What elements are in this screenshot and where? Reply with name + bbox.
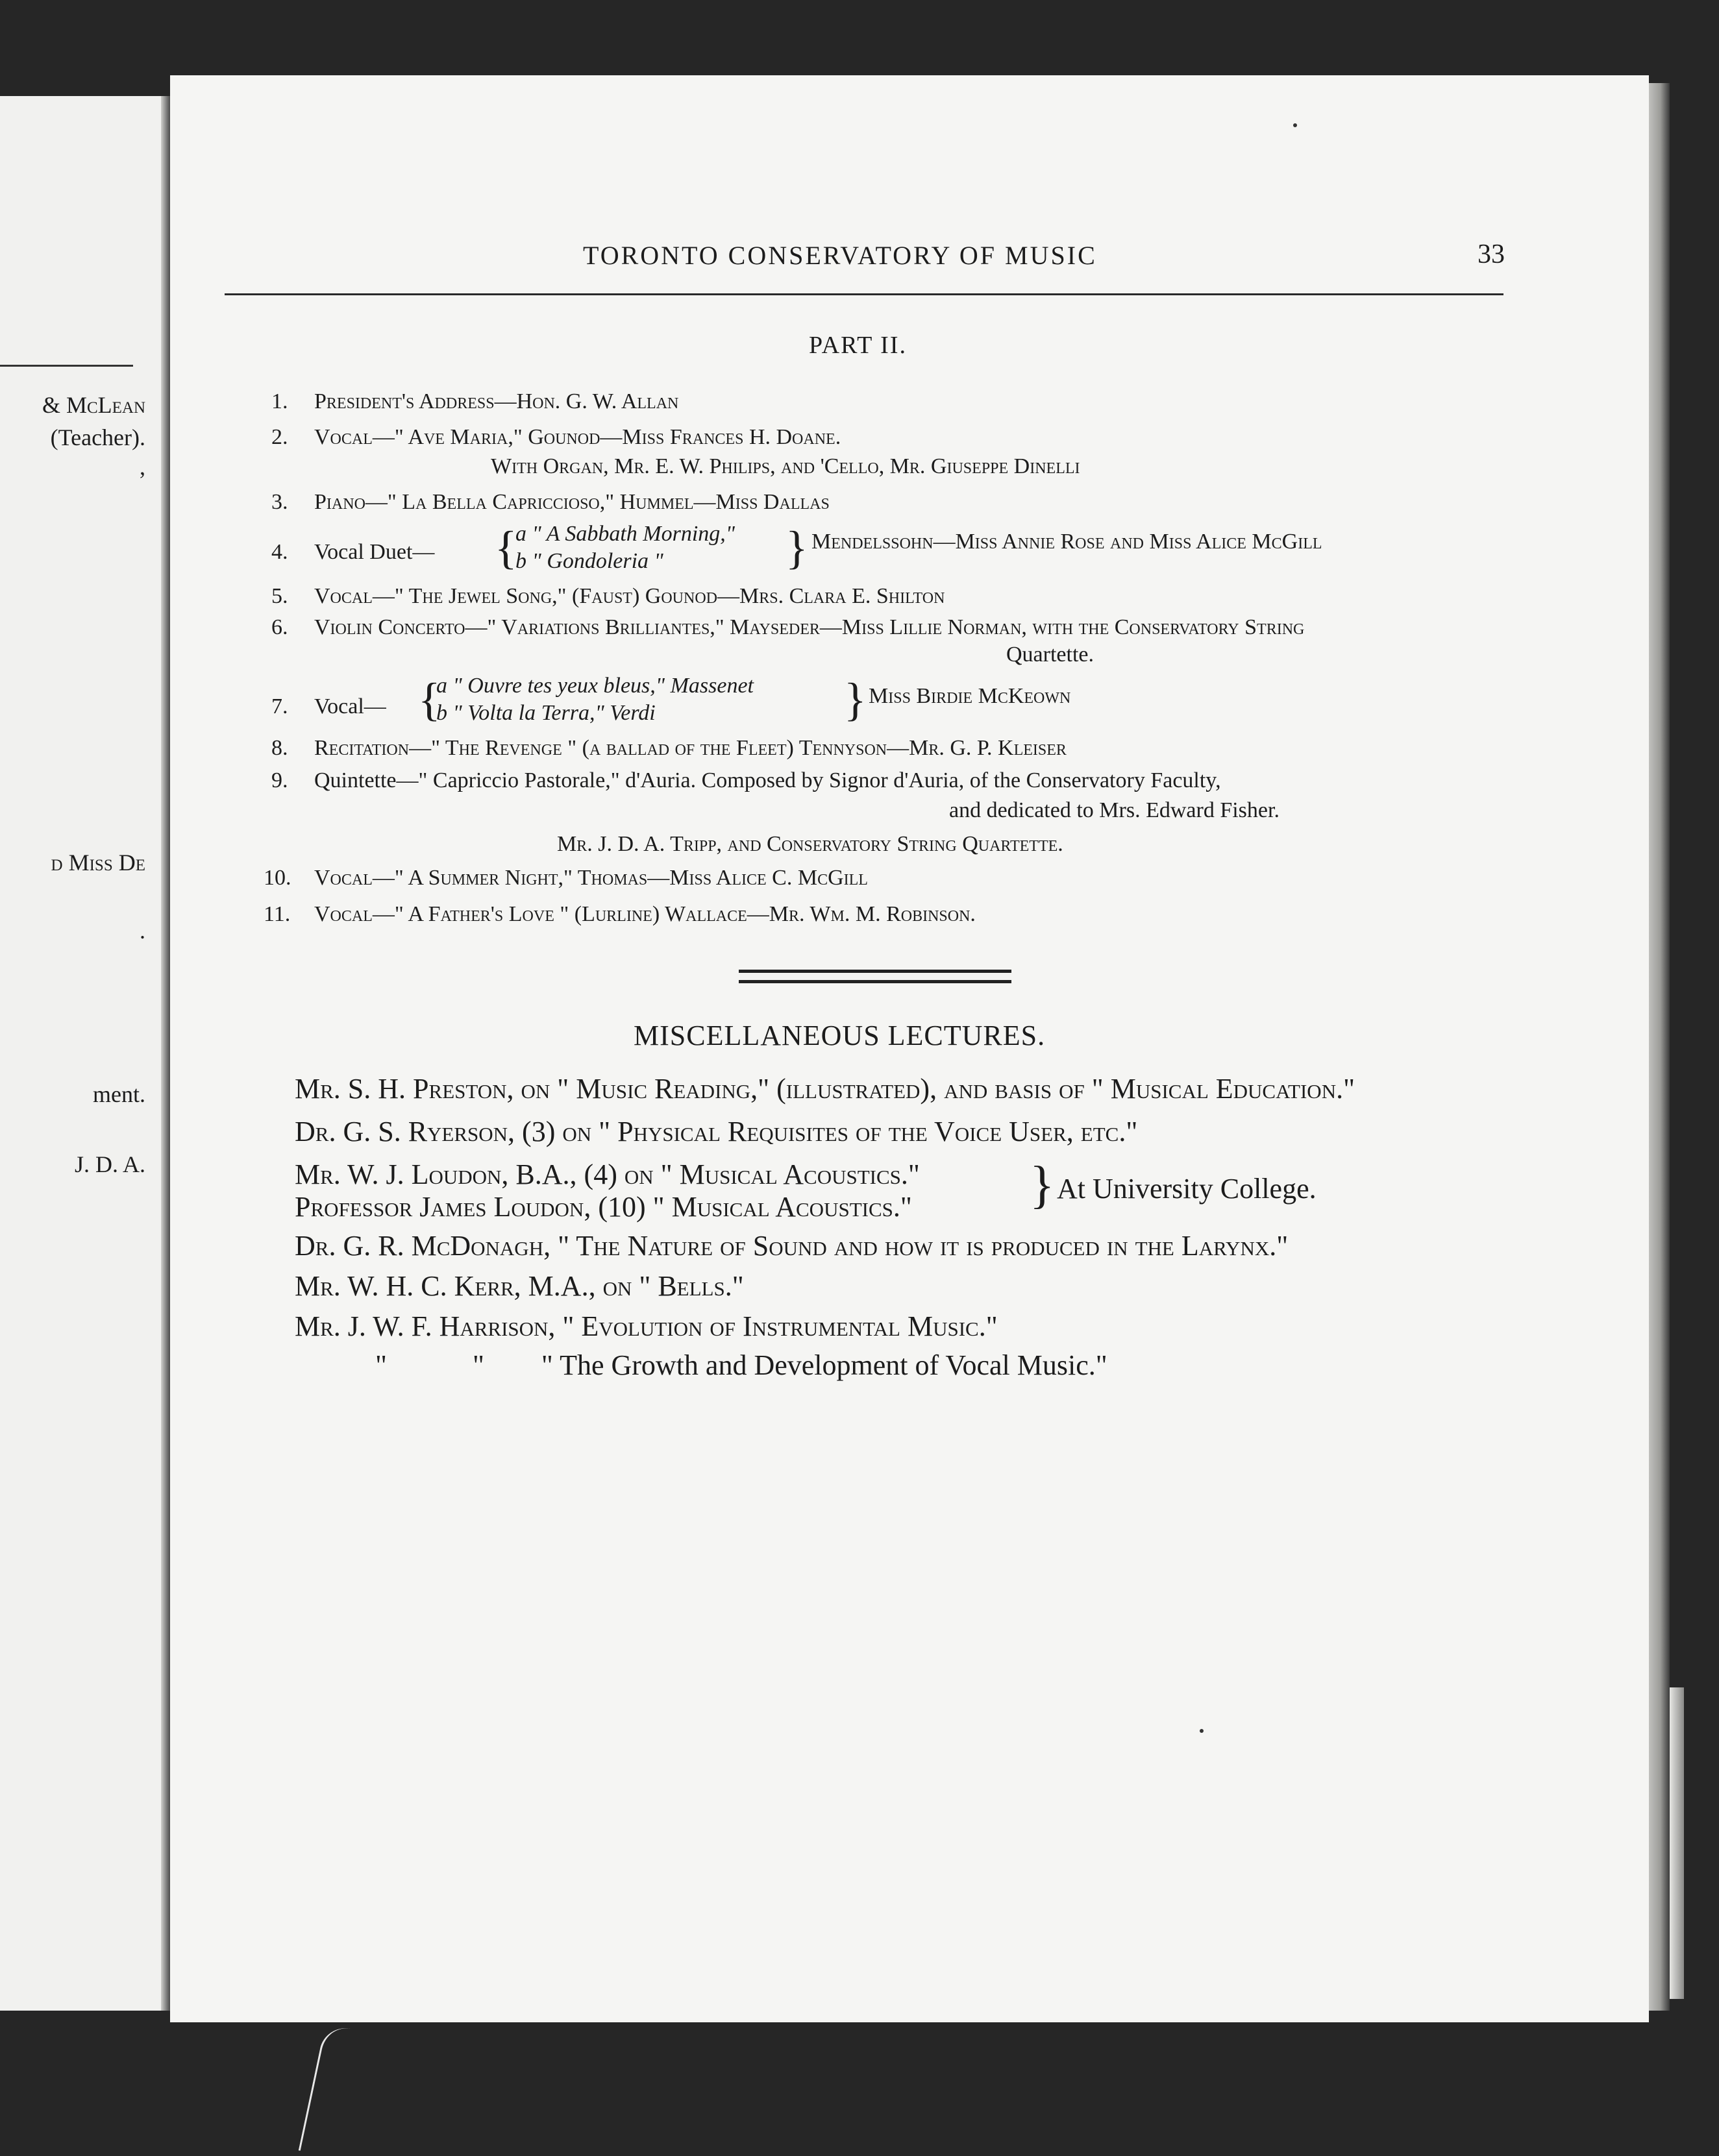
program-item-8 xyxy=(271,736,1067,761)
header-rule xyxy=(225,293,1503,295)
item-text: Violin Concerto—" Variations Brilliantes," Mayseder—Miss Lillie Norman, with the Conservatory String xyxy=(314,615,1305,639)
item-text: Vocal—" A Father's Love " (Lurline) Wallace—Mr. Wm. M. Robinson. xyxy=(314,902,976,926)
duet-part-b: b " Gondoleria " xyxy=(515,549,663,573)
running-title: TORONTO CONSERVATORY OF MUSIC xyxy=(583,241,1097,270)
lecture-line: Dr. G. S. Ryerson, (3) on " Physical Requisites of the Voice User, etc." xyxy=(295,1116,1138,1147)
print-speck xyxy=(1200,1729,1204,1733)
item-text: Vocal—" A Summer Night," Thomas—Miss Alice C. McGill xyxy=(314,866,868,890)
left-page-rule xyxy=(0,365,133,367)
left-page-line: (Teacher). xyxy=(50,424,145,450)
vocal-part-a: a " Ouvre tes yeux bleus," Massenet xyxy=(436,674,754,698)
item-number: 1. xyxy=(271,389,288,413)
program-item-6 xyxy=(271,615,1304,640)
program-item-11 xyxy=(264,902,976,927)
item-text: Piano—" La Bella Capriccioso," Hummel—Miss Dallas xyxy=(314,490,830,514)
left-brace: { xyxy=(418,674,441,726)
item-text: Recitation—" The Revenge " (a ballad of the Fleet) Tennyson—Mr. G. P. Kleiser xyxy=(314,736,1067,760)
duet-credit: Mendelssohn—Miss Annie Rose and Miss Alice McGill xyxy=(811,530,1322,554)
item-number: 3. xyxy=(271,490,288,514)
item-number: 2. xyxy=(271,425,288,449)
vocal-credit: Miss Birdie McKeown xyxy=(869,684,1071,708)
item-number: 5. xyxy=(271,584,288,608)
item-text: President's Address—Hon. G. W. Allan xyxy=(314,389,679,413)
left-brace: { xyxy=(495,522,517,574)
item-continuation: With Organ, Mr. E. W. Philips, and 'Cello, Mr. Giuseppe Dinelli xyxy=(491,454,1080,478)
left-page-line: ment. xyxy=(93,1081,145,1107)
page-edge xyxy=(1670,1687,1684,1999)
print-speck xyxy=(1293,123,1297,127)
program-item-10 xyxy=(264,866,868,890)
item-number: 11. xyxy=(264,902,291,926)
program-item-9 xyxy=(271,768,1221,793)
page-edge xyxy=(1646,83,1670,2011)
item-label: Vocal Duet— xyxy=(314,540,435,564)
vocal-part-b: b " Volta la Terra," Verdi xyxy=(436,701,656,725)
item-text: Vocal—" The Jewel Song," (Faust) Gounod—Mrs. Clara E. Shilton xyxy=(314,584,945,608)
item-label: Vocal— xyxy=(314,694,386,718)
item-continuation: and dedicated to Mrs. Edward Fisher. xyxy=(949,798,1280,822)
left-page-line: J. D. A. xyxy=(74,1151,145,1177)
right-brace: } xyxy=(1030,1157,1055,1214)
lecture-line: Dr. G. R. McDonagh, " The Nature of Sound and how it is produced in the Larynx." xyxy=(295,1230,1289,1262)
program-item-3 xyxy=(271,490,830,515)
left-facing-page xyxy=(0,96,170,2011)
part-heading: PART II. xyxy=(809,332,907,359)
item-number: 9. xyxy=(271,768,288,792)
stray-thread xyxy=(299,2024,353,2156)
item-text: Quintette—" Capriccio Pastorale," d'Auria. Composed by Signor d'Auria, of the Conservatory Faculty, xyxy=(314,768,1221,792)
item-continuation: Mr. J. D. A. Tripp, and Conservatory String Quartette. xyxy=(557,832,1063,856)
book-spine xyxy=(161,96,170,2011)
left-page-line: & McLean xyxy=(42,392,145,418)
lecture-line: Mr. W. H. C. Kerr, M.A., on " Bells." xyxy=(295,1270,744,1302)
item-continuation: Quartette. xyxy=(1006,643,1094,667)
program-item-7 xyxy=(271,694,386,719)
program-item-1 xyxy=(271,389,678,414)
section-divider-bottom xyxy=(739,980,1011,983)
item-number: 10. xyxy=(264,866,291,890)
lecture-line: Mr. J. W. F. Harrison, " Evolution of Instrumental Music." xyxy=(295,1310,998,1342)
program-item-2 xyxy=(271,425,841,450)
lectures-heading: MISCELLANEOUS LECTURES. xyxy=(634,1020,1046,1051)
section-divider-top xyxy=(739,970,1011,973)
lecture-line: Professor James Loudon, (10) " Musical Acoustics." xyxy=(295,1191,912,1223)
lecture-line: " " " The Growth and Development of Vocal Music." xyxy=(375,1349,1107,1381)
item-text: Vocal—" Ave Maria," Gounod—Miss Frances H. Doane. xyxy=(314,425,841,449)
program-item-5 xyxy=(271,584,945,609)
item-number: 8. xyxy=(271,736,288,760)
left-page-line: d Miss De xyxy=(51,850,145,876)
page-number: 33 xyxy=(1478,239,1505,269)
item-number: 4. xyxy=(271,540,288,564)
right-brace: } xyxy=(785,522,808,574)
item-number: 6. xyxy=(271,615,288,639)
left-page-line: . xyxy=(140,918,145,944)
program-item-4 xyxy=(271,540,434,565)
lecture-line: Mr. S. H. Preston, on " Music Reading," (illustrated), and basis of " Musical Education." xyxy=(295,1073,1355,1105)
duet-part-a: a " A Sabbath Morning," xyxy=(515,522,736,546)
item-number: 7. xyxy=(271,694,288,718)
left-page-line: , xyxy=(140,454,145,480)
lecture-line: Mr. W. J. Loudon, B.A., (4) on " Musical Acoustics." xyxy=(295,1158,920,1190)
lecture-location: At University College. xyxy=(1057,1173,1317,1205)
right-brace: } xyxy=(844,674,867,726)
